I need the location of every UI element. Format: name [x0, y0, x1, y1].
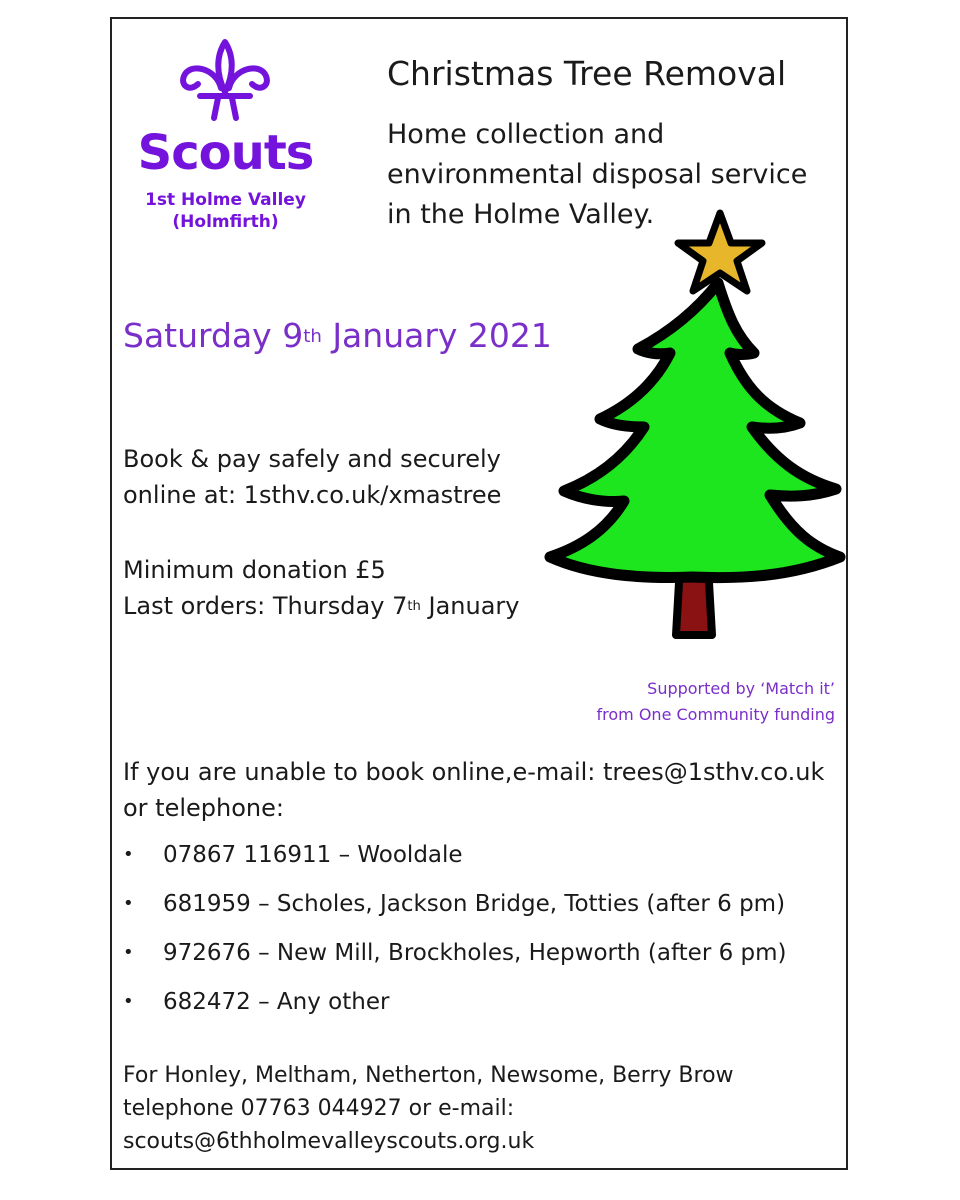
- contact-intro-line1: If you are unable to book online,e-mail: trees@1sthv.co.uk: [123, 758, 825, 786]
- funding-note-line1: Supported by ‘Match it’: [647, 679, 835, 698]
- last-orders-rest: January: [420, 592, 520, 620]
- footer-email: scouts@6thholmevalleyscouts.org.uk: [123, 1129, 535, 1154]
- footer-line2: telephone 07763 044927 or e-mail:: [123, 1096, 515, 1121]
- list-item: [123, 985, 843, 1034]
- phone-entry: 682472 – Any other: [163, 989, 390, 1015]
- list-item: [123, 838, 843, 887]
- scouts-logo-wordmark: Scouts: [137, 125, 314, 181]
- bullet: •: [123, 893, 134, 914]
- group-name: [128, 189, 323, 233]
- phone-entry: 681959 – Scholes, Jackson Bridge, Totties (after 6 pm): [163, 891, 786, 917]
- funding-note-line2: from One Community funding: [596, 705, 835, 724]
- christmas-tree-icon: [540, 205, 846, 645]
- booking-line1: Book & pay safely and securely: [123, 445, 501, 473]
- donation-info: [123, 552, 553, 624]
- footer-line1: For Honley, Meltham, Netherton, Newsome, Berry Brow: [123, 1063, 734, 1088]
- bullet: •: [123, 942, 134, 963]
- last-orders-suffix: th: [407, 598, 421, 614]
- booking-info: [123, 441, 543, 513]
- event-date: [123, 311, 552, 361]
- group-name-line1: 1st Holme Valley: [145, 190, 306, 210]
- list-item: [123, 936, 843, 985]
- funding-note: [530, 676, 835, 728]
- contact-intro: [123, 754, 843, 826]
- bullet: •: [123, 991, 134, 1012]
- footer-contact: [123, 1059, 823, 1158]
- fleur-de-lis-icon: [176, 38, 274, 124]
- event-date-rest: January 2021: [321, 316, 552, 355]
- event-date-main: Saturday 9: [123, 316, 304, 355]
- list-item: [123, 887, 843, 936]
- poster-subtitle: Home collection and environmental disposal service in the Holme Valley.: [387, 119, 808, 230]
- phone-entry: 07867 116911 – Wooldale: [163, 842, 463, 868]
- bullet: •: [123, 844, 134, 865]
- booking-url-line: online at: 1sthv.co.uk/xmastree: [123, 481, 502, 509]
- minimum-donation: Minimum donation £5: [123, 556, 386, 584]
- contact-intro-line2: or telephone:: [123, 794, 284, 822]
- last-orders: [123, 588, 553, 624]
- phone-list: [123, 838, 843, 1034]
- event-date-suffix: th: [303, 325, 322, 347]
- group-name-line2: (Holmfirth): [172, 212, 279, 232]
- poster-title: Christmas Tree Removal: [387, 54, 787, 93]
- phone-entry: 972676 – New Mill, Brockholes, Hepworth (after 6 pm): [163, 940, 787, 966]
- tree-foliage: [550, 283, 840, 578]
- last-orders-main: Last orders: Thursday 7: [123, 592, 408, 620]
